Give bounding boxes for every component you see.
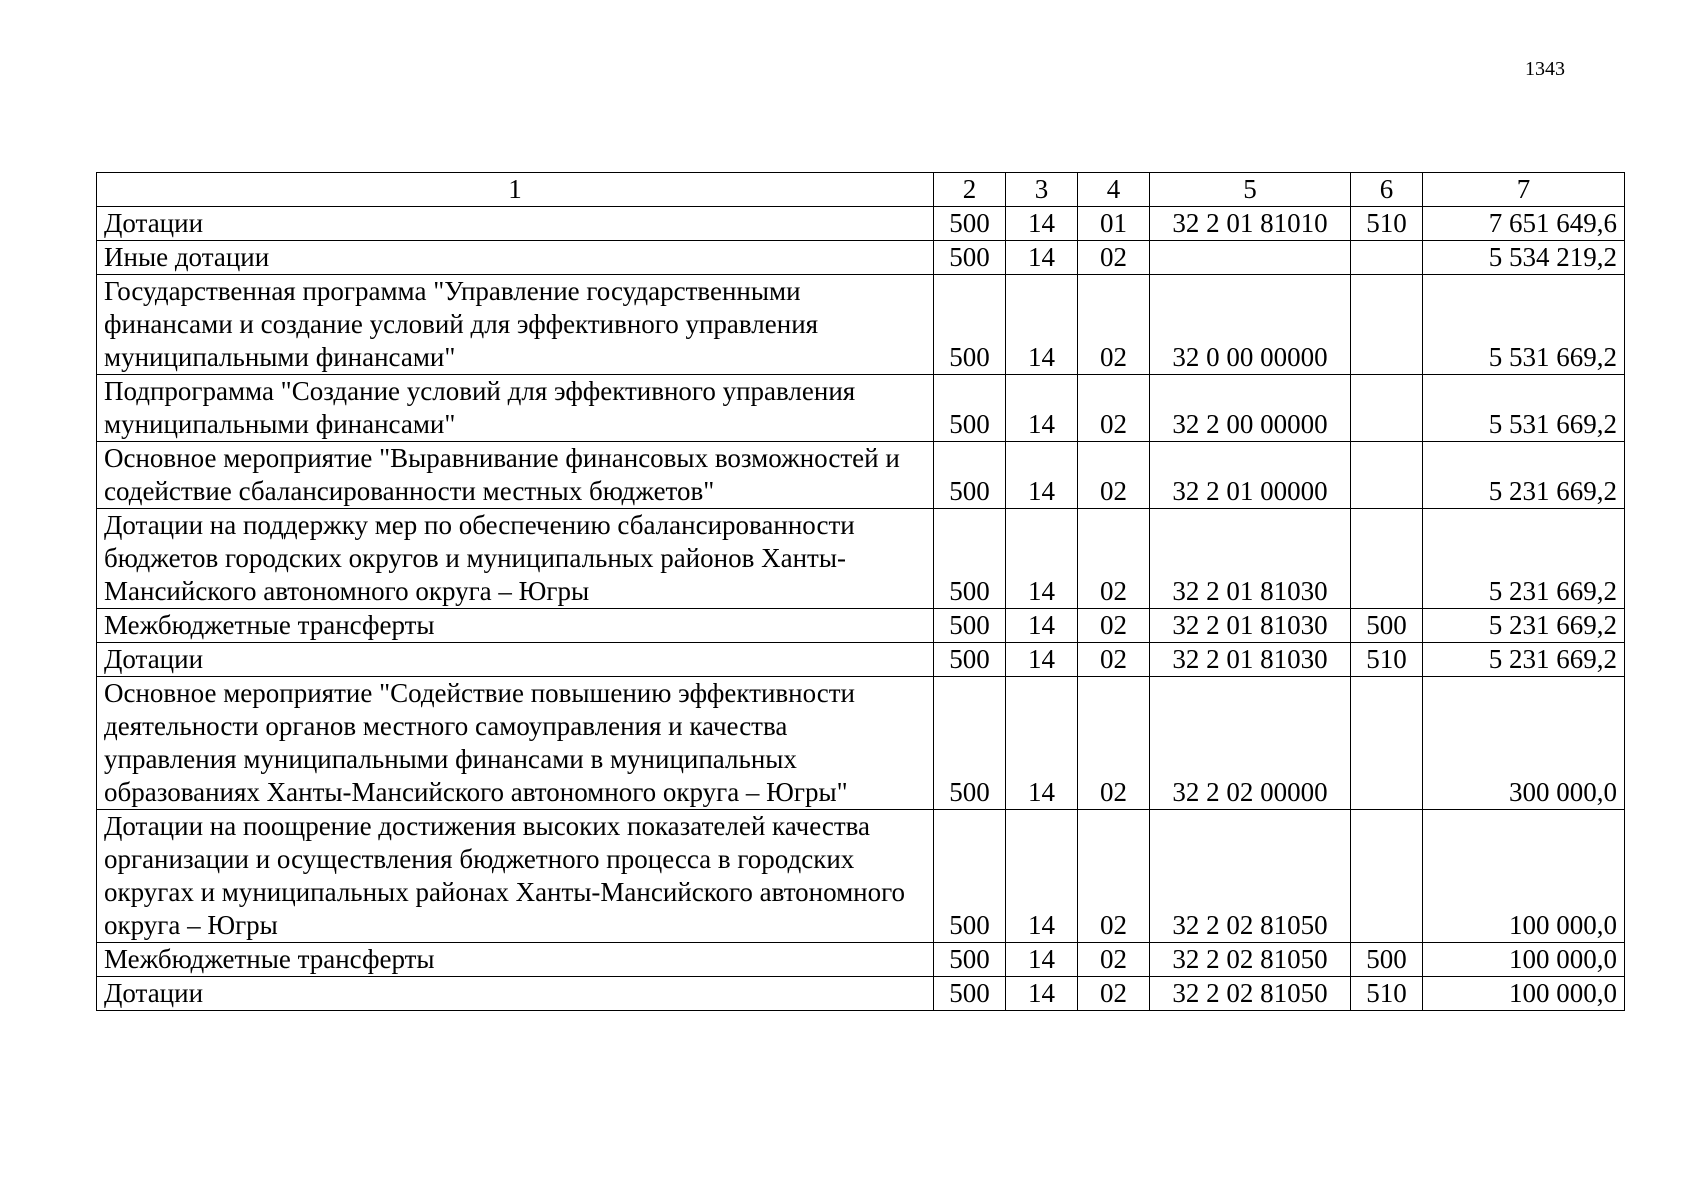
- row-rz: 14: [1006, 275, 1078, 375]
- table-row: [97, 810, 1625, 943]
- row-vr: [1351, 810, 1423, 943]
- column-header: 4: [1078, 173, 1150, 207]
- row-name: Дотации: [97, 977, 934, 1011]
- row-csr: 32 2 01 81030: [1150, 509, 1351, 609]
- row-ved: 500: [934, 442, 1006, 509]
- row-vr: 500: [1351, 609, 1423, 643]
- column-header: 7: [1423, 173, 1625, 207]
- row-csr: 32 2 01 81010: [1150, 207, 1351, 241]
- row-pr: 02: [1078, 977, 1150, 1011]
- table-row: [97, 509, 1625, 609]
- table-row: [97, 207, 1625, 241]
- row-ved: 500: [934, 943, 1006, 977]
- row-pr: 01: [1078, 207, 1150, 241]
- row-sum: 5 231 669,2: [1423, 442, 1625, 509]
- row-ved: 500: [934, 977, 1006, 1011]
- row-csr: [1150, 241, 1351, 275]
- row-csr: 32 2 02 00000: [1150, 677, 1351, 810]
- row-csr: 32 2 01 81030: [1150, 643, 1351, 677]
- row-sum: 100 000,0: [1423, 943, 1625, 977]
- row-csr: 32 2 02 81050: [1150, 943, 1351, 977]
- budget-table: [96, 172, 1625, 1011]
- row-name: Государственная программа "Управление государственными финансами и создание условий для эффективного управления муниципальными финансами": [97, 275, 934, 375]
- row-csr: 32 0 00 00000: [1150, 275, 1351, 375]
- row-vr: 510: [1351, 977, 1423, 1011]
- row-ved: 500: [934, 241, 1006, 275]
- row-ved: 500: [934, 677, 1006, 810]
- row-rz: 14: [1006, 977, 1078, 1011]
- row-ved: 500: [934, 275, 1006, 375]
- row-sum: 100 000,0: [1423, 810, 1625, 943]
- row-rz: 14: [1006, 943, 1078, 977]
- row-name: Основное мероприятие "Выравнивание финансовых возможностей и содействие сбалансированности местных бюджетов": [97, 442, 934, 509]
- table-row: [97, 275, 1625, 375]
- row-sum: 5 231 669,2: [1423, 509, 1625, 609]
- row-pr: 02: [1078, 810, 1150, 943]
- row-vr: [1351, 275, 1423, 375]
- row-ved: 500: [934, 375, 1006, 442]
- row-name: Дотации на поощрение достижения высоких показателей качества организации и осуществления бюджетного процесса в городских округах и муниципальных районах Ханты-Мансийского автономного округа – Югры: [97, 810, 934, 943]
- row-rz: 14: [1006, 609, 1078, 643]
- row-vr: 510: [1351, 643, 1423, 677]
- row-pr: 02: [1078, 943, 1150, 977]
- page-number: 1343: [1525, 58, 1565, 80]
- row-vr: [1351, 509, 1423, 609]
- row-rz: 14: [1006, 677, 1078, 810]
- row-sum: 5 231 669,2: [1423, 643, 1625, 677]
- row-ved: 500: [934, 509, 1006, 609]
- table-row: [97, 977, 1625, 1011]
- row-vr: [1351, 677, 1423, 810]
- row-vr: 500: [1351, 943, 1423, 977]
- table-row: [97, 943, 1625, 977]
- column-header: 6: [1351, 173, 1423, 207]
- table-row: [97, 677, 1625, 810]
- row-pr: 02: [1078, 509, 1150, 609]
- row-ved: 500: [934, 810, 1006, 943]
- row-vr: [1351, 375, 1423, 442]
- row-csr: 32 2 01 81030: [1150, 609, 1351, 643]
- row-sum: 7 651 649,6: [1423, 207, 1625, 241]
- row-rz: 14: [1006, 643, 1078, 677]
- row-name: Межбюджетные трансферты: [97, 943, 934, 977]
- row-pr: 02: [1078, 609, 1150, 643]
- row-pr: 02: [1078, 375, 1150, 442]
- column-header: 5: [1150, 173, 1351, 207]
- row-rz: 14: [1006, 509, 1078, 609]
- table-row: [97, 375, 1625, 442]
- row-csr: 32 2 01 00000: [1150, 442, 1351, 509]
- row-csr: 32 2 02 81050: [1150, 810, 1351, 943]
- row-pr: 02: [1078, 643, 1150, 677]
- table-row: [97, 609, 1625, 643]
- row-name: Межбюджетные трансферты: [97, 609, 934, 643]
- row-vr: 510: [1351, 207, 1423, 241]
- table-row: [97, 643, 1625, 677]
- row-vr: [1351, 241, 1423, 275]
- row-csr: 32 2 02 81050: [1150, 977, 1351, 1011]
- row-name: Основное мероприятие "Содействие повышению эффективности деятельности органов местного самоуправления и качества управления муниципальными финансами в муниципальных образованиях Ханты-Мансийского автономного округа – Югры": [97, 677, 934, 810]
- row-pr: 02: [1078, 677, 1150, 810]
- row-sum: 5 534 219,2: [1423, 241, 1625, 275]
- row-sum: 5 231 669,2: [1423, 609, 1625, 643]
- row-name: Дотации: [97, 643, 934, 677]
- column-header: 3: [1006, 173, 1078, 207]
- row-name: Подпрограмма "Создание условий для эффективного управления муниципальными финансами": [97, 375, 934, 442]
- column-header: 2: [934, 173, 1006, 207]
- row-name: Иные дотации: [97, 241, 934, 275]
- row-pr: 02: [1078, 275, 1150, 375]
- row-rz: 14: [1006, 375, 1078, 442]
- row-sum: 300 000,0: [1423, 677, 1625, 810]
- table-header-row: [97, 173, 1625, 207]
- row-sum: 5 531 669,2: [1423, 375, 1625, 442]
- row-rz: 14: [1006, 810, 1078, 943]
- column-header: 1: [97, 173, 934, 207]
- row-name: Дотации на поддержку мер по обеспечению сбалансированности бюджетов городских округов и муниципальных районов Ханты-Мансийского автономного округа – Югры: [97, 509, 934, 609]
- row-vr: [1351, 442, 1423, 509]
- table-row: [97, 241, 1625, 275]
- row-rz: 14: [1006, 207, 1078, 241]
- table-row: [97, 442, 1625, 509]
- row-rz: 14: [1006, 442, 1078, 509]
- row-sum: 100 000,0: [1423, 977, 1625, 1011]
- row-pr: 02: [1078, 241, 1150, 275]
- row-csr: 32 2 00 00000: [1150, 375, 1351, 442]
- row-name: Дотации: [97, 207, 934, 241]
- row-rz: 14: [1006, 241, 1078, 275]
- row-ved: 500: [934, 207, 1006, 241]
- row-pr: 02: [1078, 442, 1150, 509]
- row-ved: 500: [934, 609, 1006, 643]
- row-ved: 500: [934, 643, 1006, 677]
- row-sum: 5 531 669,2: [1423, 275, 1625, 375]
